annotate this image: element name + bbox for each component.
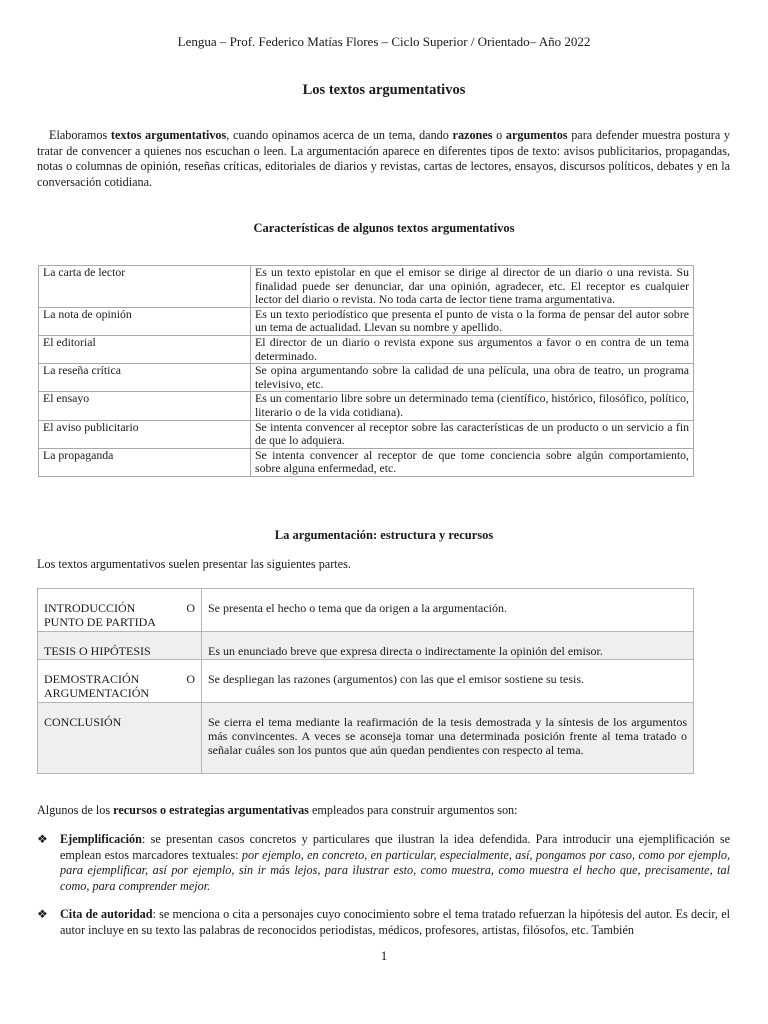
intro-bold-term: argumentos	[505, 128, 568, 142]
part-cell	[38, 660, 202, 703]
text-type-cell: El aviso publicitario	[39, 420, 251, 448]
characteristics-heading: Características de algunos textos argumentativos	[253, 221, 515, 235]
part-label: PUNTO DE PARTIDA	[44, 614, 156, 629]
resource-markers: por ejemplo, en concreto, en particular, especialmente, así, pongamos por caso, como por ejemplo, para ejemplificar, así por ejemplo, sin ir más lejos, para ilustrar esto, como muestra, como muestra el hecho que, precisamente, tal como, para comprender mejor.	[60, 847, 730, 893]
table-row	[39, 266, 694, 308]
resource-text: : se presentan casos concretos y particulares que ilustran la idea defendida. Para introducir una ejemplificación se emplean estos marcadores textuales:	[60, 832, 730, 862]
part-label: ARGUMENTACIÓN	[44, 685, 150, 700]
part-cell	[38, 703, 202, 774]
description-cell: Se intenta convencer al receptor de que tome conciencia sobre algún comportamiento, sobre alguna enfermedad, etc.	[251, 448, 694, 476]
page-header: Lengua – Prof. Federico Matías Flores – Ciclo Superior / Orientado– Año 2022	[177, 34, 591, 49]
resource-term: Ejemplificación	[60, 832, 142, 846]
list-item	[37, 832, 730, 894]
description-cell: Se opina argumentando sobre la calidad de una película, una obra de teatro, un programa televisivo, etc.	[251, 364, 694, 392]
text-type-cell: El ensayo	[39, 392, 251, 420]
resources-lead-text: empleados para construir argumentos son:	[308, 803, 518, 817]
description-cell: Se cierra el tema mediante la reafirmación de la tesis demostrada y la síntesis de los argumentos más convincentes. A veces se aconseja tomar una determinada posición frente al tema tratado o señalar cuáles son los puntos que aún quedan pendientes con respecto al tema.	[202, 703, 694, 774]
part-connector: O	[186, 672, 195, 686]
structure-heading: La argumentación: estructura y recursos	[274, 528, 494, 542]
part-label: TESIS O HIPÓTESIS	[44, 644, 151, 658]
structure-table	[37, 588, 694, 774]
resources-lead	[37, 803, 518, 818]
list-item	[37, 907, 730, 938]
text-type-cell: El editorial	[39, 335, 251, 363]
description-cell: Es un texto periodístico que presenta el punto de vista o la forma de pensar del autor sobre un tema de actualidad. Llevan su nombre y apellido.	[251, 307, 694, 335]
part-label: DEMOSTRACIÓN	[44, 672, 140, 686]
diamond-bullet-icon: ❖	[37, 907, 48, 921]
intro-paragraph	[37, 128, 730, 190]
description-cell: Es un comentario libre sobre un determinado tema (científico, histórico, filosófico, político, literario o de la vida cotidiana).	[251, 392, 694, 420]
table-row	[38, 703, 694, 774]
description-cell: El director de un diario o revista expone sus argumentos a favor o en contra de un tema determinado.	[251, 335, 694, 363]
part-cell	[38, 589, 202, 632]
table-row	[39, 335, 694, 363]
intro-text: Elaboramos	[49, 128, 111, 142]
intro-bold-term: textos argumentativos	[110, 128, 227, 142]
part-cell	[38, 632, 202, 660]
description-cell: Se presenta el hecho o tema que da origen a la argumentación.	[202, 589, 694, 632]
page-title: Los textos argumentativos	[302, 82, 466, 98]
table-row	[39, 307, 694, 335]
text-type-cell: La carta de lector	[39, 266, 251, 308]
part-connector: O	[186, 601, 195, 615]
resource-term: Cita de autoridad	[60, 907, 153, 921]
diamond-bullet-icon: ❖	[37, 832, 48, 846]
resources-lead-text: Algunos de los	[37, 803, 114, 817]
characteristics-table	[38, 265, 694, 477]
part-label: CONCLUSIÓN	[44, 715, 122, 729]
table-row	[39, 448, 694, 476]
table-row	[38, 660, 694, 703]
intro-bold-term: razones	[452, 128, 493, 142]
intro-text: o	[492, 128, 506, 142]
description-cell: Se intenta convencer al receptor sobre las características de un producto o un servicio a fin de que lo adquiera.	[251, 420, 694, 448]
structure-lead: Los textos argumentativos suelen presentar las siguientes partes.	[37, 557, 351, 571]
table-row	[38, 632, 694, 660]
description-cell: Se despliegan las razones (argumentos) con las que el emisor sostiene su tesis.	[202, 660, 694, 703]
text-type-cell: La reseña crítica	[39, 364, 251, 392]
text-type-cell: La nota de opinión	[39, 307, 251, 335]
intro-text: para defender muestra postura y tratar de convencer a quienes nos escuchan o leen. La argumentación aparece en diferentes tipos de texto: avisos publicitarios, propagandas, notas o columnas de opinión, reseñas críticas, editoriales de diarios y revistas, cartas de lectores, ensayos, discursos políticos, debates y en la conversación cotidiana.	[37, 128, 731, 189]
intro-text: , cuando opinamos acerca de un tema, dando	[226, 128, 453, 142]
description-cell: Es un enunciado breve que expresa directa o indirectamente la opinión del emisor.	[202, 632, 694, 660]
table-row	[39, 392, 694, 420]
page-number: 1	[380, 948, 388, 963]
table-row	[39, 420, 694, 448]
description-cell: Es un texto epistolar en que el emisor se dirige al director de un diario o una revista. Su finalidad puede ser denunciar, dar una opinión, agradecer, etc. El receptor es cualquier lector del diario o revista. No toda carta de lector tiene trama argumentativa.	[251, 266, 694, 308]
part-label: INTRODUCCIÓN	[44, 601, 136, 615]
table-row	[38, 589, 694, 632]
resource-text: : se menciona o cita a personajes cuyo conocimiento sobre el tema tratado refuerzan la hipótesis del autor. Es decir, el autor incluye en su texto las palabras de reconocidos periodistas, médicos, profesores, artistas, filósofos, etc. También	[60, 907, 730, 937]
resources-lead-bold: recursos o estrategias argumentativas	[113, 803, 309, 817]
table-row	[39, 364, 694, 392]
text-type-cell: La propaganda	[39, 448, 251, 476]
